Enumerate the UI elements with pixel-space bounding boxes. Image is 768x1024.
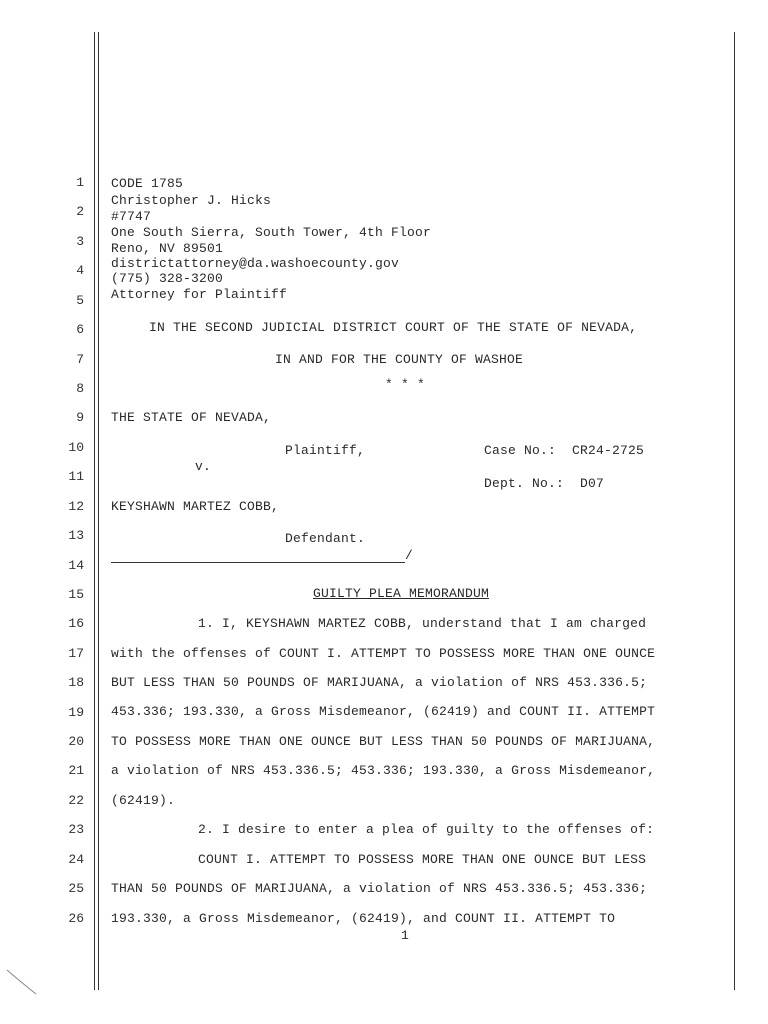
line-number: 14 bbox=[68, 558, 84, 573]
line-number: 25 bbox=[68, 881, 84, 896]
plaintiff-label: Plaintiff, bbox=[285, 443, 366, 458]
plaintiff-name: THE STATE OF NEVADA, bbox=[111, 410, 272, 425]
attorney-role: Attorney for Plaintiff bbox=[111, 287, 288, 302]
address-line-2: Reno, NV 89501 bbox=[111, 241, 224, 256]
case-number: Case No.: CR24-2725 bbox=[484, 443, 645, 458]
body-line: 1. I, KEYSHAWN MARTEZ COBB, understand that I am charged bbox=[198, 616, 647, 631]
line-number: 10 bbox=[68, 440, 84, 455]
body-line: (62419). bbox=[111, 793, 176, 808]
line-number: 7 bbox=[76, 352, 84, 367]
court-heading-line-2: IN AND FOR THE COUNTY OF WASHOE bbox=[275, 352, 524, 367]
attorney-name: Christopher J. Hicks bbox=[111, 193, 272, 208]
body-line: 193.330, a Gross Misdemeanor, (62419), and COUNT II. ATTEMPT TO bbox=[111, 911, 616, 926]
body-line: a violation of NRS 453.336.5; 453.336; 193.330, a Gross Misdemeanor, bbox=[111, 763, 656, 778]
line-number: 15 bbox=[68, 587, 84, 602]
line-number: 2 bbox=[76, 204, 84, 219]
caption-rule bbox=[111, 562, 405, 563]
line-number: 21 bbox=[68, 763, 84, 778]
body-line: 453.336; 193.330, a Gross Misdemeanor, (62419) and COUNT II. ATTEMPT bbox=[111, 704, 656, 719]
line-number: 1 bbox=[76, 175, 84, 190]
scan-mark-icon bbox=[6, 968, 38, 998]
line-number: 22 bbox=[68, 793, 84, 808]
line-number: 16 bbox=[68, 616, 84, 631]
line-number: 9 bbox=[76, 410, 84, 425]
court-heading-line-1: IN THE SECOND JUDICIAL DISTRICT COURT OF THE STATE OF NEVADA, bbox=[149, 320, 638, 335]
line-number: 23 bbox=[68, 822, 84, 837]
line-number: 5 bbox=[76, 293, 84, 308]
separator-stars: * * * bbox=[385, 377, 426, 392]
line-number: 13 bbox=[68, 528, 84, 543]
line-number: 18 bbox=[68, 675, 84, 690]
page-number: 1 bbox=[401, 928, 410, 943]
margin-rule-right bbox=[734, 32, 735, 990]
body-line: COUNT I. ATTEMPT TO POSSESS MORE THAN ONE OUNCE BUT LESS bbox=[198, 852, 647, 867]
line-number: 11 bbox=[68, 469, 84, 484]
line-number: 12 bbox=[68, 499, 84, 514]
code-number: CODE 1785 bbox=[111, 176, 184, 191]
caption-slash: / bbox=[405, 548, 414, 563]
body-line: THAN 50 POUNDS OF MARIJUANA, a violation of NRS 453.336.5; 453.336; bbox=[111, 881, 648, 896]
line-number: 4 bbox=[76, 263, 84, 278]
bar-number: #7747 bbox=[111, 209, 152, 224]
body-line: BUT LESS THAN 50 POUNDS OF MARIJUANA, a violation of NRS 453.336.5; bbox=[111, 675, 648, 690]
margin-rule-left-double bbox=[98, 32, 99, 990]
body-line: 2. I desire to enter a plea of guilty to the offenses of: bbox=[198, 822, 655, 837]
department-number: Dept. No.: D07 bbox=[484, 476, 605, 491]
margin-rule-left bbox=[94, 32, 95, 990]
line-number: 24 bbox=[68, 852, 84, 867]
defendant-name: KEYSHAWN MARTEZ COBB, bbox=[111, 499, 280, 514]
address-line-1: One South Sierra, South Tower, 4th Floor bbox=[111, 225, 432, 240]
line-number: 19 bbox=[68, 705, 84, 720]
versus-label: v. bbox=[195, 459, 212, 474]
line-number: 6 bbox=[76, 322, 84, 337]
line-number: 8 bbox=[76, 381, 84, 396]
line-number: 20 bbox=[68, 734, 84, 749]
line-number: 17 bbox=[68, 646, 84, 661]
document-title: GUILTY PLEA MEMORANDUM bbox=[313, 586, 490, 601]
body-line: TO POSSESS MORE THAN ONE OUNCE BUT LESS THAN 50 POUNDS OF MARIJUANA, bbox=[111, 734, 656, 749]
phone-number: (775) 328-3200 bbox=[111, 271, 224, 286]
line-number: 3 bbox=[76, 234, 84, 249]
defendant-label: Defendant. bbox=[285, 531, 366, 546]
email-address: districtattorney@da.washoecounty.gov bbox=[111, 256, 400, 271]
body-line: with the offenses of COUNT I. ATTEMPT TO POSSESS MORE THAN ONE OUNCE bbox=[111, 646, 656, 661]
line-number: 26 bbox=[68, 911, 84, 926]
